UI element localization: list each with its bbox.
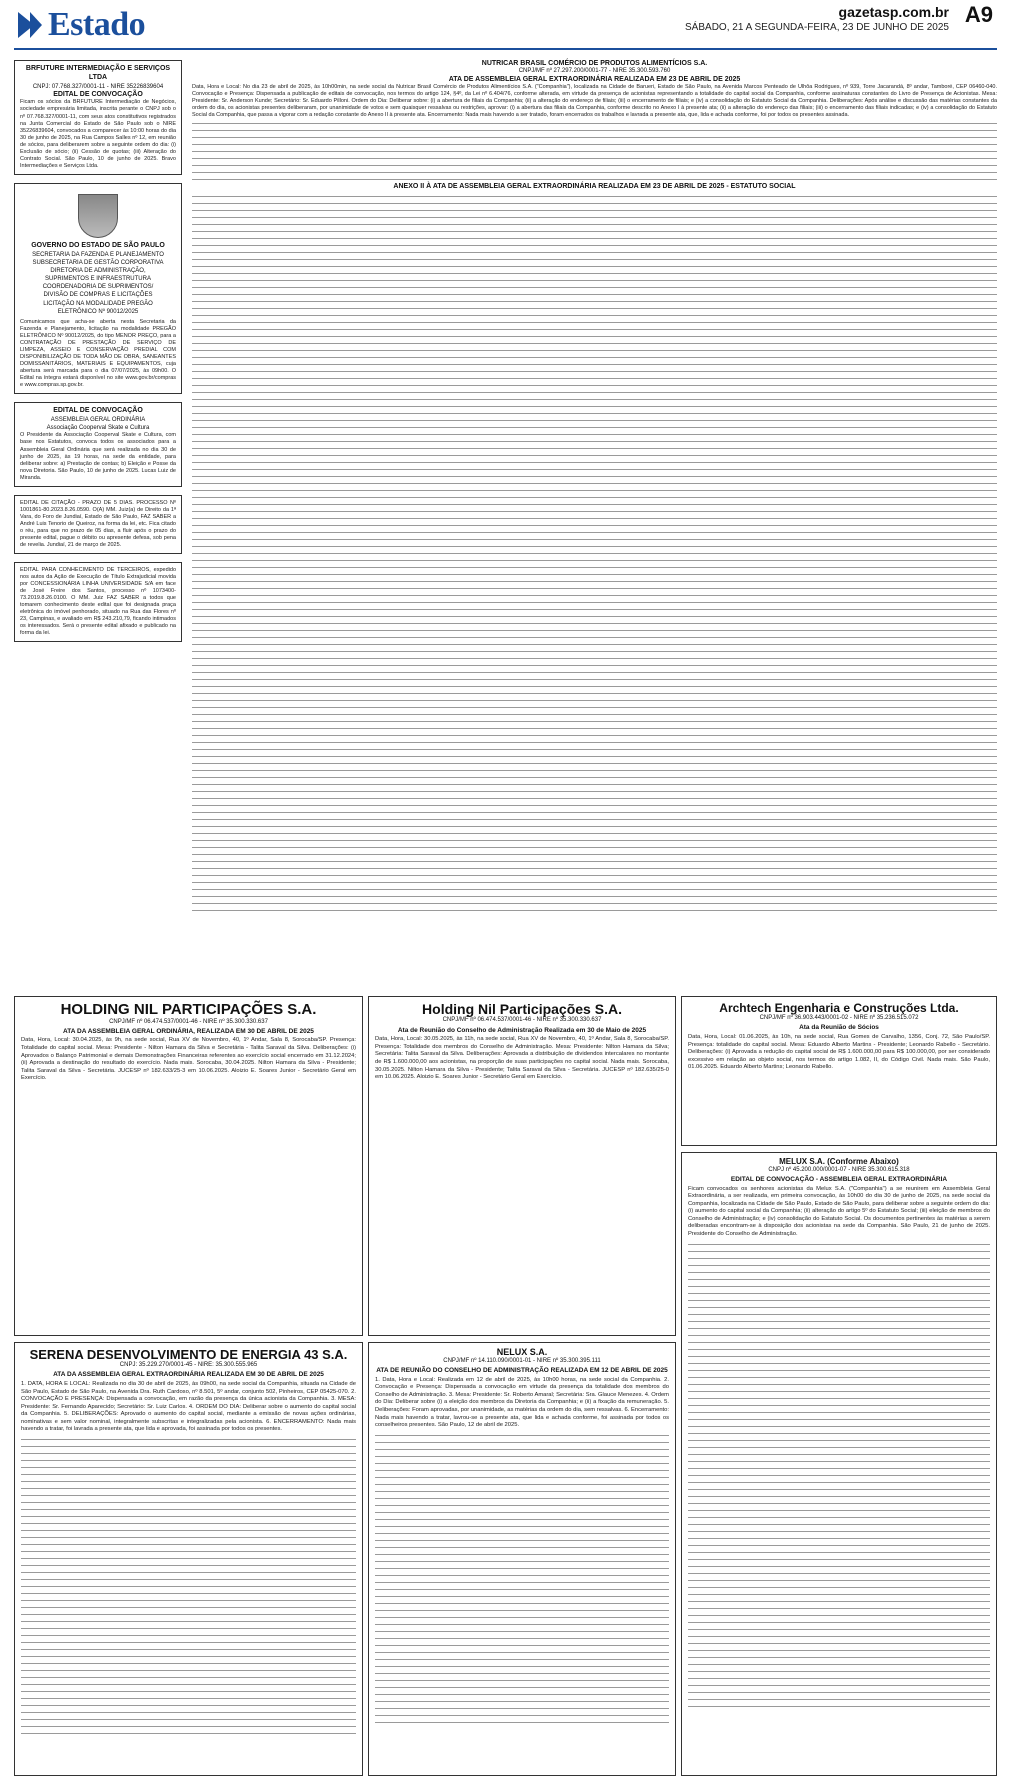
notice-body-continued <box>21 1437 356 1737</box>
notice-ids: CNPJ/MF nº 06.474.537/0001-46 - NIRE nº 35.300.330.637 <box>109 1018 268 1025</box>
notice-body: 1. DATA, HORA E LOCAL: Realizada no dia 30 de abril de 2025, às 09h00, na sede social da Companhia, situada na Cidade de São Paulo, Estado de São Paulo, na Avenida Dra. Ruth Cardoso, nº 8.501, 5º andar, conjunto 502, Pinheiros, CEP 05425-070. 2. CONVOCAÇÃO E PRESENÇA: Dispensada a convocação, em razão da presença da única acionista da Companhia. 3. MESA: Presidente: Sr. Fernando Aparecido; Secretário: Sr. Luiz Carlos. 4. ORDEM DO DIA: Deliberar sobre o aumento do capital social da Companhia. 5. DELIBERAÇÕES: Aprovado o aumento do capital social, mediante a emissão de novas ações ordinárias, nominativas e sem valor nominal, integralmente subscritas e integralizadas pela acionista. 6. ENCERRAMENTO: Nada mais havendo a tratar, foi lavrada a presente ata, que lida e aprovada, foi assinada por todos os presentes. <box>21 1381 356 1433</box>
brand-logo[interactable] <box>18 6 145 44</box>
notice-heading: EDITAL DE CONVOCAÇÃO <box>53 90 143 98</box>
issue-date: SÁBADO, 21 A SEGUNDA-FEIRA, 23 DE JUNHO DE 2025 <box>685 22 949 33</box>
notice-body: O Presidente da Associação Cooperval Skate e Cultura, com base nos Estatutos, convoca todos os associados para a Assembleia Geral Ordinária que será realizada no dia 30 de junho de 2025, às 19 horas, na sede da entidade, para deliberar sobre: a) Prestação de contas; b) Eleição e Posse da nova Diretoria. São Paulo, 10 de junho de 2025. Lucas Luiz de Miranda. <box>20 432 176 481</box>
notice-sub: ASSEMBLEIA GERAL ORDINÁRIA <box>50 417 146 424</box>
notice-title: Holding Nil Participações S.A. <box>422 1001 622 1017</box>
notice-serena <box>14 1342 363 1776</box>
notice-holding-nil-rca <box>368 996 676 1336</box>
main-title: ATA DE ASSEMBLEIA GERAL EXTRAORDINÁRIA REALIZADA EM 23 DE ABRIL DE 2025 <box>448 75 741 83</box>
main-company: NUTRICAR BRASIL COMÉRCIO DE PRODUTOS ALIMENTÍCIOS S.A. <box>481 60 708 67</box>
notice-ids: CNPJ: 07.768.327/0001-11 - NIRE 35226839604 <box>32 83 164 90</box>
annex-title: ANEXO II À ATA DE ASSEMBLEIA GERAL EXTRAORDINÁRIA REALIZADA EM 23 DE ABRIL DE 2025 - ESTATUTO SOCIAL <box>393 183 796 191</box>
notice-body: Comunicamos que acha-se aberta nesta Secretaria da Fazenda e Planejamento, licitação na modalidade PREGÃO ELETRÔNICO Nº 90012/2025, do tipo MENOR PREÇO, para a CONTRATAÇÃO DE PRESTAÇÃO DE SERVIÇO DE LIMPEZA, ASSEIO E CONSERVAÇÃO PREDIAL COM DISPONIBILIZAÇÃO DE TODA MÃO DE OBRA, SANEANTES DOMISSANITÁRIOS, MATERIAIS E EQUIPAMENTOS, cuja abertura será marcada para o dia 07/07/2025, às 09h00. O Edital na íntegra estará disponível no site www.gov.br/compras e www.compras.sp.gov.br. <box>20 319 176 389</box>
notice-heading: ATA DA ASSEMBLEIA GERAL EXTRAORDINÁRIA REALIZADA EM 30 DE ABRIL DE 2025 <box>53 1371 324 1379</box>
notice-line: SECRETARIA DA FAZENDA E PLANEJAMENTO <box>32 251 164 258</box>
notice-nelux <box>368 1342 676 1776</box>
notice-heading: ATA DA ASSEMBLEIA GERAL ORDINÁRIA, REALIZADA EM 30 DE ABRIL DE 2025 <box>63 1027 314 1035</box>
notice-body-continued <box>688 1242 990 1712</box>
notice-heading: Ata da Reunião de Sócios <box>799 1024 879 1032</box>
lower-notices <box>14 996 997 1776</box>
notice-heading: Ata de Reunião do Conselho de Administração Realizada em 30 de Maio de 2025 <box>397 1026 647 1034</box>
notice-heading: EDITAL DE CONVOCAÇÃO - ASSEMBLEIA GERAL EXTRAORDINÁRIA <box>730 1175 948 1183</box>
notice-title: MELUX S.A. (Conforme Abaixo) <box>779 1157 899 1166</box>
notice-cooperval <box>14 402 182 486</box>
notice-body: EDITAL DE CITAÇÃO - PRAZO DE 5 DIAS. PROCESSO Nº 1001861-80.2023.8.26.0590. O(A) MM. Juiz(a) de Direito da 1ª Vara, do Foro de Jundiaí, Estado de São Paulo, FAZ SABER a André Luis Tenorio de Queiroz, na forma da lei, etc. Fica citado o réu, para que no prazo de 05 dias, a fluir após o prazo do presente edital, pague o débito ou apresente defesa, sob pena de revelia. Jundiaí, 21 de março de 2025. <box>20 499 176 548</box>
notice-body: 1. Data, Hora e Local: Realizada em 12 de abril de 2025, às 10h00 horas, na sede social da Companhia. 2. Convocação e Presença: Dispensada a convocação em virtude da presença da totalidade dos membros do Conselho de Administração. 3. Mesa: Presidente: Sr. Roberto Amaral; Secretária: Sra. Glauce Menezes. 4. Ordem do Dia: Deliberar sobre (i) a eleição dos membros da Diretoria da Companhia; e (ii) a fixação da remuneração. 5. Deliberações: Foram aprovadas, por unanimidade, as matérias da ordem do dia, sem ressalvas. 6. Encerramento: Nada mais havendo a tratar, lavrou-se a presente ata, que lida e achada conforme, foi assinada por todos os conselheiros presentes. São Paulo, 12 de abril de 2025. <box>375 1376 669 1429</box>
notice-body: Data, Hora, Local: 30.04.2025, às 9h, na sede social, Rua XV de Novembro, 40, 1º Andar, Sala 8, Sorocaba/SP. Presença: Totalidade do capital social. Mesa: Presidente - Nilton Hamara da Silva e Secretária - Talita Saraval da Silva. Deliberações: (i) Aprovados o Balanço Patrimonial e demais Demonstrações Financeiras referentes ao exercício social encerrado em 31.12.2024; (ii) Aprovada a destinação do resultado do exercício. Nada mais. Sorocaba, 30.04.2025. Nilton Hamara da Silva - Presidente; Talita Saraval da Silva - Secretária. JUCESP nº 182.633/25-3 em 10.06.2025. Aloizio E. Soares Junior - Secretário Geral em Exercício. <box>21 1037 356 1082</box>
notice-body: Data, Hora, Local: 30.05.2025, às 11h, na sede social, Rua XV de Novembro, 40, 1º Andar, Sala 8, Sorocaba/SP. Presença: Totalidade dos membros do Conselho de Administração. Mesa: Presidente: Nilton Hamara da Silva; Secretária: Talita Saraval da Silva. Deliberações: Aprovada a distribuição de dividendos intercalares no montante de R$ 1.600.000,00 aos acionistas, na proporção de suas participações no capital social. Nada mais. Sorocaba, 30.05.2025. Nilton Hamara da Silva - Presidente; Talita Saraval da Silva - Secretária. JUCESP nº 182.635/25-0 em 10.06.2025. Aloizio E. Soares Junior - Secretário Geral em Exercício. <box>375 1036 669 1081</box>
notice-ids: CNPJ nº 45.200.000/0001-07 - NIRE 35.300.615.318 <box>768 1166 910 1173</box>
site-url[interactable]: gazetasp.com.br <box>838 4 949 20</box>
notice-governo-sp <box>14 183 182 395</box>
double-arrow-icon-second <box>30 12 42 38</box>
notice-line: COORDENADORIA DE SUPRIMENTOS/ <box>42 284 154 291</box>
notice-line: LICITAÇÃO NA MODALIDADE PREGÃO <box>43 300 153 307</box>
notice-melux <box>681 1152 997 1776</box>
notice-title: GOVERNO DO ESTADO DE SÃO PAULO <box>31 241 165 249</box>
notice-body-continued <box>375 1433 669 1723</box>
notice-sub-2: Associação Cooperval Skate e Cultura <box>46 425 150 432</box>
main-ids: CNPJ/MF nº 27.297.200/0001-77 - NIRE 35.300.593.760 <box>518 68 671 75</box>
state-coat-of-arms <box>78 194 118 238</box>
section-name: Estado <box>48 6 146 43</box>
notice-edital-terceiros <box>14 562 182 642</box>
notice-ids: CNPJ/MF nº 14.110.090/0001-01 - NIRE nº 35.300.395.111 <box>443 1357 601 1364</box>
notice-body: Ficam convocados os senhores acionistas da Melux S.A. ("Companhia") a se reunirem em Assembleia Geral Extraordinária, a ser realizada, em primeira convocação, às 10h00 do dia 30 de junho de 2025, na sede social da Companhia, localizada na Cidade de São Paulo, Estado de São Paulo, para deliberar sobre a seguinte ordem do dia: (i) aumento do capital social da Companhia; (ii) alteração do artigo 5º do Estatuto Social; (iii) eleição de membros do Conselho de Administração; e (iv) consolidação do Estatuto Social. Os documentos pertinentes às matérias a serem deliberadas encontram-se à disposição dos acionistas na sede da Companhia. São Paulo, 21 de junho de 2025. Presidente do Conselho de Administração. <box>688 1185 990 1237</box>
notice-brfuture <box>14 60 182 175</box>
notice-title: NELUX S.A. <box>496 1347 548 1357</box>
notice-title: Archtech Engenharia e Construções Ltda. <box>719 1001 959 1015</box>
notice-ids: CNPJ/MF nº 36.903.443/0001-02 - NIRE nº 35.236.515.072 <box>759 1015 919 1022</box>
notice-title: EDITAL DE CONVOCAÇÃO <box>53 407 143 415</box>
notice-title: BRFUTURE INTERMEDIAÇÃO E SERVIÇOS LTDA <box>25 65 171 81</box>
notice-line: ELETRÔNICO Nº 90012/2025 <box>57 308 139 315</box>
page-number: A9 <box>964 2 993 27</box>
notice-body: EDITAL PARA CONHECIMENTO DE TERCEIROS, expedido nos autos da Ação de Execução de Título Extrajudicial movida por CONCESSIONÁRIA LINHA UNIVERSIDADE S/A em face de José Freire dos Santos, processo nº 1073400-73.2019.8.26.0100. O MM. Juiz FAZ SABER a todos que tomarem conhecimento deste edital que foi designada praça eletrônica do imóvel penhorado, situado na Rua das Flores nº 23, Campinas, e avaliado em R$ 243.210,79, ficando intimados os interessados. Será o presente edital afixado e publicado na forma da lei. <box>20 566 176 637</box>
notice-archtech <box>681 996 997 1146</box>
main-notice <box>192 60 997 990</box>
notice-title: HOLDING NIL PARTICIPAÇÕES S.A. <box>60 1001 317 1018</box>
notice-line: SUPRIMENTOS E INFRAESTRUTURA <box>45 276 151 283</box>
header-divider <box>14 48 997 50</box>
notice-heading: ATA DE REUNIÃO DO CONSELHO DE ADMINISTRAÇÃO REALIZADA EM 12 DE ABRIL DE 2025 <box>376 1367 668 1375</box>
annex-body-text <box>192 194 997 914</box>
notice-ids: CNPJ/MF nº 06.474.537/0001-46 - NIRE nº 35.300.330.637 <box>442 1017 602 1024</box>
notice-line: SUBSECRETARIA DE GESTÃO CORPORATIVA <box>32 259 164 266</box>
main-body-continued <box>192 121 997 181</box>
notice-line: DIRETORIA DE ADMINISTRAÇÃO, <box>50 267 146 274</box>
notice-holding-nil-ago <box>14 996 363 1336</box>
masthead <box>0 0 1011 58</box>
notice-body: Data, Hora, Local: 01.06.2025, às 10h, na sede social, Rua Gomes de Carvalho, 1356, Conj. 72, São Paulo/SP. Presença: totalidade do capital social. Mesa: Eduardo Alberto Martins - Presidente; Leonardo Rabello - Secretário. Deliberações: (i) Aprovada a redução do capital social de R$ 1.600.000,00 para R$ 100.000,00, por ser considerado excessivo em relação ao objeto social, nos termos do artigo 1.082, II, do Código Civil. Nada mais. São Paulo, 01.06.2025. Eduardo Alberto Martins; Leonardo Rabello. <box>688 1034 990 1071</box>
notice-citacao <box>14 495 182 554</box>
notice-title: SERENA DESENVOLVIMENTO DE ENERGIA 43 S.A. <box>29 1347 348 1362</box>
left-column <box>14 60 182 650</box>
notice-body: Ficam os sócios da BRFUTURE Intermediação de Negócios, sociedade empresária limitada, inscrita perante o CNPJ sob o nº 07.768.327/0001-11, com seus atos constitutivos registrados na Junta Comercial do Estado de São Paulo sob o NIRE 35226839604, convocados a comparecer às 10:00 horas do dia 30 de junho de 2025, na Rua Campos Salles nº 12, em reunião de sócios, para deliberarem sobre a seguinte ordem do dia: (i) Exclusão de sócio; (ii) Cessão de quotas; (iii) Alteração do Contrato Social. São Paulo, 10 de junho de 2025. Bravo Intermediações e Serviços Ltda. <box>20 99 176 169</box>
notice-line: DIVISÃO DE COMPRAS E LICITAÇÕES <box>43 292 153 299</box>
main-body: Data, Hora e Local: No dia 23 de abril de 2025, às 10h00min, na sede social da Nutricar Brasil Comércio de Produtos Alimentícios S.A. ("Companhia"), localizada na Cidade de Barueri, Estado de São Paulo, na Avenida Marcos Penteado de Ulhôa Rodrigues, nº 939, Torre Jacarandá, 8º andar, Tamboré, CEP 06460-040. Convocação e Presença: Dispensada a publicação de editais de convocação, nos termos do artigo 124, §4º, da Lei nº 6.404/76, conforme alterada, em virtude da presença de acionistas representando a totalidade do capital social da Companhia, conforme assinaturas constantes do Livro de Presença de Acionistas. Mesa: Presidente: Sr. Anderson Kunde; Secretário: Sr. Eduardo Pilloni. Ordem do Dia: Deliberar sobre: (i) a abertura de filiais da Companhia; (ii) a alteração do endereço de filiais; (iii) o encerramento de filiais; e (iv) a consolidação do Estatuto Social da Companhia. Deliberações: Após análise e discussão das matérias constantes da ordem do dia, os acionistas presentes deliberaram, por unanimidade de votos e sem quaisquer ressalvas ou restrições, aprovar: (i) a abertura das filiais da Companhia, conforme descrito no Anexo I à presente ata; (ii) a alteração do endereço das filiais; (iii) o encerramento das filiais indicadas; e (iv) a consolidação do Estatuto Social da Companhia, que passa a vigorar com a redação constante do Anexo II à presente ata. Encerramento: Nada mais havendo a ser tratado, foram encerrados os trabalhos e lavrada a presente ata, que, lida e achada conforme, foi por todos os presentes assinada. <box>192 83 997 119</box>
notice-ids: CNPJ: 35.229.270/0001-45 - NIRE: 35.300.555.965 <box>119 1362 258 1369</box>
